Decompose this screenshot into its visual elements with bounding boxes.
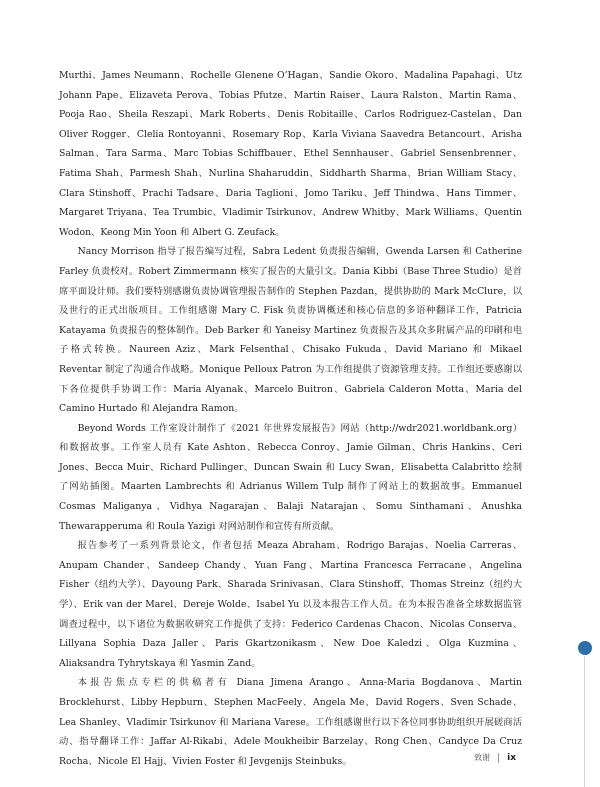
page-footer <box>474 752 516 763</box>
side-marker-dot <box>578 641 592 655</box>
paragraph-4: 报告参考了一系列背景论文，作者包括 Meaza Abraham、Rodrigo Barajas、Noelia Carreras、Anupam Chander、Sandeep Chandy、Yuan Fang、Martina Francesca Ferracane、Angelina Fisher（纽约大学）、Dayoung Park、Sharada Srinivasan、Clara Stinshoff、Thomas Streinz（纽约大学）、Erik van der Marel、Dereje Wolde、Isabel Yu 以及本报告工作人员。在为本报告准备全球数据监管调查过程中，以下诸位为数据收研究工作提供了支持：Federico Cardenas Chacon、Nicolas Conserva、Lillyana Sophia Daza Jaller、Paris Gkartzonikasm、New Doe Kaledzi、Olga Kuzmina、Aliaksandra Tyhrytskaya 和 Yasmin Zand。 <box>59 540 522 669</box>
footer-divider <box>498 753 499 763</box>
paragraph-3: Beyond Words 工作室设计制作了《2021 年世界发展报告》网站（http://wdr2021.worldbank.org）和数据故事。工作室人员有 Kate Ashton、Rebecca Conroy、Jamie Gilman、Chris Hankins、Ceri Jones、Becca Muir、Richard Pullinger、Duncan Swain 和 Lucy Swan，Elisabetta Calabritto 绘制了网站插图。Maarten Lambrechts 和 Adrianus Willem Tulp 制作了网站上的数据故事。Emmanuel Cosmas Maliganya、Vidhya Nagarajan、Balaji Natarajan、Somu Sinthamani、Anushka Thewarapperuma 和 Roula Yazigi 对网站制作和宣传有所贡献。 <box>59 422 522 532</box>
page-number: ix <box>507 752 516 763</box>
paragraph-5: 本报告焦点专栏的供稿者有 Diana Jimena Arango、Anna-Maria Bogdanova、Martin Brocklehurst、Libby Hepburn、Stephen MacFeely、Angela Me、David Rogers、Sven Schade、Lea Shanley、Vladimir Tsirkunov 和 Mariana Varese。工作组感谢世行以下各位同事协助组织开展磋商活动、指导翻译工作：Jaffar Al-Rikabi、Adele Moukheibir Barzelay、Rong Chen、Candyce Da Cruz Rocha、Nicole El Hajj、Vivien Foster 和 Jevgenijs Steinbuks。 <box>59 677 522 767</box>
side-marker-line <box>584 656 585 787</box>
paragraph-2: Nancy Morrison 指导了报告编写过程，Sabra Ledent 负责报告编辑，Gwenda Larsen 和 Catherine Farley 负责校对。Robert Zimmermann 核实了报告的大量引文。Dania Kibbi（Base Three Studio）是首席平面设计师。我们要特别感谢负责协调管理报告制作的 Stephen Pazdan，提供协助的 Mark McClure，以及世行的正式出版项目。工作组感谢 Mary C. Fisk 负责协调概述和核心信息的多语种翻译工作，Patricia Katayama 负责报告的整体制作。Deb Barker 和 Yaneisy Martinez 负责报告及其众多附属产品的印刷和电子格式转换。Naureen Aziz、Mark Felsenthal、Chisako Fukuda、David Mariano 和 Mikael Reventar 制定了沟通合作战略。Monique Pelloux Patron 为工作组提供了资源管理支持。工作组还要感谢以下各位提供手协调工作：Maria Alyanak、Marcelo Buitron、Gabriela Calderon Motta、Maria del Camino Hurtado 和 Alejandra Ramon。 <box>59 246 522 415</box>
acknowledgments-body <box>59 66 522 771</box>
paragraph-1: Murthi、James Neumann、Rochelle Glenene O’Hagan、Sandie Okoro、Madalina Papahagi、Utz Johann Pape、Elizaveta Perova、Tobias Pfutze、Martin Raiser、Laura Ralston、Martin Rama、Pooja Rao、Sheila Reszapi、Mark Roberts、Denis Robitaille、Carlos Rodriguez-Castelan、Dan Oliver Rogger、Clelia Rontoyanni、Rosemary Rop、Karla Viviana Saavedra Betancourt、Arisha Salman、Tara Sarma、Marc Tobias Schiffbauer、Ethel Sennhauser、Gabriel Sensenbrenner、Fatima Shah、Parmesh Shah、Nurlina Shaharuddin、Siddharth Sharma、Brian William Stacy、Clara Stinshoff、Prachi Tadsare、Daria Taglioni、Jomo Tariku、Jeff Thindwa、Hans Timmer、Margaret Triyana、Tea Trumbic、Vladimir Tsirkunov、Andrew Whitby、Mark Williams、Quentin Wodon、Keong Min Yoon 和 Albert G. Zeufack。 <box>59 70 522 238</box>
footer-section-title: 致谢 <box>474 753 491 762</box>
